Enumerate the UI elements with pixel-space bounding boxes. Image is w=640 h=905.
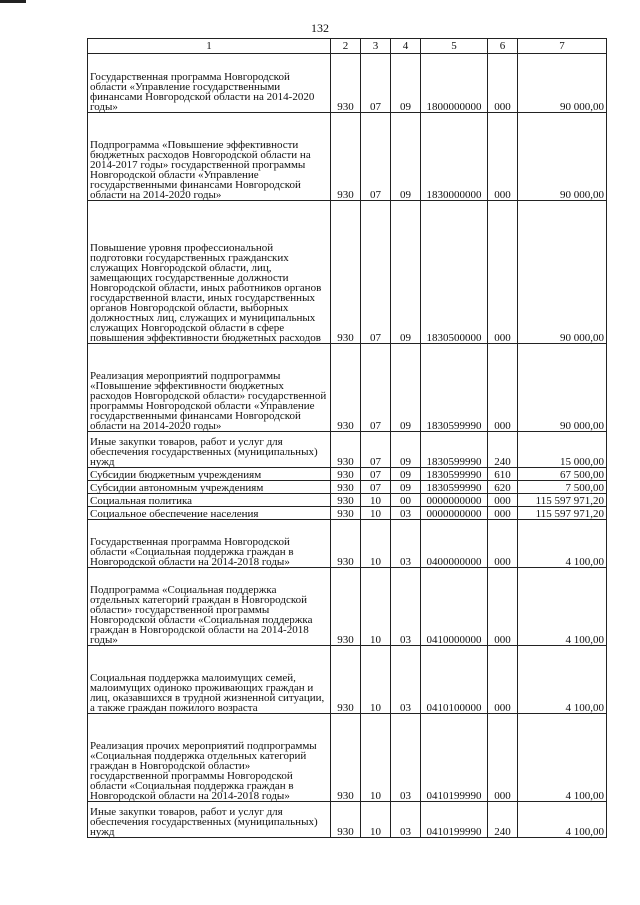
- row-subsection-code: 00: [391, 494, 421, 507]
- row-subsection-code: 09: [391, 113, 421, 201]
- row-target-code: 1830500000: [421, 201, 488, 344]
- header-col-5: 5: [421, 39, 488, 54]
- budget-table: [87, 38, 607, 838]
- row-ministry-code: 930: [331, 468, 361, 481]
- row-section-code: 10: [361, 568, 391, 646]
- header-col-1: 1: [88, 39, 331, 54]
- row-section-code: 10: [361, 714, 391, 802]
- row-expense-type-code: 000: [488, 54, 518, 113]
- row-amount: 90 000,00: [518, 201, 607, 344]
- row-section-code: 07: [361, 481, 391, 494]
- row-section-code: 07: [361, 113, 391, 201]
- row-ministry-code: 930: [331, 494, 361, 507]
- row-target-code: 0410000000: [421, 568, 488, 646]
- row-subsection-code: 03: [391, 802, 421, 838]
- row-target-code: 1830599990: [421, 481, 488, 494]
- header-row: [88, 39, 607, 54]
- row-amount: 7 500,00: [518, 481, 607, 494]
- row-amount: 90 000,00: [518, 344, 607, 432]
- table-row: [88, 520, 607, 568]
- row-amount: 4 100,00: [518, 646, 607, 714]
- row-subsection-code: 03: [391, 568, 421, 646]
- row-ministry-code: 930: [331, 646, 361, 714]
- row-amount: 4 100,00: [518, 802, 607, 838]
- table-row: [88, 344, 607, 432]
- row-ministry-code: 930: [331, 201, 361, 344]
- table-row: [88, 507, 607, 520]
- page-number: 132: [311, 21, 329, 35]
- row-section-code: 07: [361, 432, 391, 468]
- row-section-code: 07: [361, 54, 391, 113]
- row-target-code: 1830000000: [421, 113, 488, 201]
- table-row: [88, 714, 607, 802]
- row-ministry-code: 930: [331, 432, 361, 468]
- row-expense-type-code: 610: [488, 468, 518, 481]
- row-target-code: 0000000000: [421, 494, 488, 507]
- table-row: [88, 54, 607, 113]
- row-expense-type-code: 000: [488, 494, 518, 507]
- row-target-code: 0410199990: [421, 714, 488, 802]
- row-subsection-code: 09: [391, 54, 421, 113]
- row-ministry-code: 930: [331, 344, 361, 432]
- row-ministry-code: 930: [331, 54, 361, 113]
- row-section-code: 10: [361, 802, 391, 838]
- row-section-code: 07: [361, 201, 391, 344]
- row-ministry-code: 930: [331, 714, 361, 802]
- row-name: Государственная программа Новгородской области «Социальная поддержка граждан в Новгородской области на 2014-2018 годы»: [88, 520, 331, 568]
- row-name: Субсидии бюджетным учреждениям: [88, 468, 331, 481]
- row-name: Социальное обеспечение населения: [88, 507, 331, 520]
- row-subsection-code: 09: [391, 344, 421, 432]
- row-expense-type-code: 000: [488, 568, 518, 646]
- row-subsection-code: 03: [391, 520, 421, 568]
- table-row: [88, 468, 607, 481]
- row-target-code: 0410199990: [421, 802, 488, 838]
- row-subsection-code: 03: [391, 646, 421, 714]
- row-name: Реализация мероприятий подпрограммы «Повышение эффективности бюджетных расходов Новгородской области» государственной программы Новгородской области «Управление государственными финансами Новгородской области на 2014-2020 годы»: [88, 344, 331, 432]
- row-target-code: 1800000000: [421, 54, 488, 113]
- table-row: [88, 432, 607, 468]
- row-subsection-code: 03: [391, 507, 421, 520]
- row-amount: 90 000,00: [518, 54, 607, 113]
- row-expense-type-code: 000: [488, 646, 518, 714]
- row-name: Иные закупки товаров, работ и услуг для обеспечения государственных (муниципальных) нужд: [88, 432, 331, 468]
- row-expense-type-code: 000: [488, 520, 518, 568]
- row-name: Подпрограмма «Социальная поддержка отдельных категорий граждан в Новгородской области» государственной программы Новгородской области «Социальная поддержка граждан в Новгородской области на 2014-2018 годы»: [88, 568, 331, 646]
- table-row: [88, 646, 607, 714]
- row-amount: 4 100,00: [518, 568, 607, 646]
- row-expense-type-code: 620: [488, 481, 518, 494]
- row-amount: 115 597 971,20: [518, 494, 607, 507]
- row-name: Подпрограмма «Повышение эффективности бюджетных расходов Новгородской области на 2014-2017 годы» государственной программы Новгородской области «Управление государственными финансами Новгородской области на 2014-2020 годы»: [88, 113, 331, 201]
- row-ministry-code: 930: [331, 507, 361, 520]
- row-name: Социальная поддержка малоимущих семей, малоимущих одиноко проживающих граждан и лиц, оказавшихся в трудной жизненной ситуации, а также граждан пожилого возраста: [88, 646, 331, 714]
- row-amount: 4 100,00: [518, 520, 607, 568]
- row-name: Государственная программа Новгородской области «Управление государственными финансами Новгородской области на 2014-2020 годы»: [88, 54, 331, 113]
- row-amount: 15 000,00: [518, 432, 607, 468]
- header-col-7: 7: [518, 39, 607, 54]
- row-name: Реализация прочих мероприятий подпрограммы «Социальная поддержка отдельных категорий граждан в Новгородской области» государственной программы Новгородской области «Социальная поддержка граждан в Новгородской области на 2014-2018 годы»: [88, 714, 331, 802]
- row-name: Социальная политика: [88, 494, 331, 507]
- row-subsection-code: 09: [391, 468, 421, 481]
- row-expense-type-code: 000: [488, 113, 518, 201]
- header-col-2: 2: [331, 39, 361, 54]
- row-target-code: 0410100000: [421, 646, 488, 714]
- table-row: [88, 113, 607, 201]
- row-subsection-code: 03: [391, 714, 421, 802]
- row-expense-type-code: 000: [488, 344, 518, 432]
- row-amount: 90 000,00: [518, 113, 607, 201]
- header-col-6: 6: [488, 39, 518, 54]
- table-row: [88, 568, 607, 646]
- header-col-3: 3: [361, 39, 391, 54]
- table-row: [88, 494, 607, 507]
- table-row: [88, 201, 607, 344]
- row-subsection-code: 09: [391, 432, 421, 468]
- header-col-4: 4: [391, 39, 421, 54]
- row-subsection-code: 09: [391, 201, 421, 344]
- row-section-code: 07: [361, 468, 391, 481]
- row-ministry-code: 930: [331, 568, 361, 646]
- row-expense-type-code: 240: [488, 432, 518, 468]
- row-target-code: 1830599990: [421, 468, 488, 481]
- row-ministry-code: 930: [331, 481, 361, 494]
- row-target-code: 1830599990: [421, 344, 488, 432]
- row-section-code: 10: [361, 520, 391, 568]
- row-section-code: 10: [361, 646, 391, 714]
- row-section-code: 10: [361, 507, 391, 520]
- table-row: [88, 802, 607, 838]
- row-amount: 4 100,00: [518, 714, 607, 802]
- row-section-code: 10: [361, 494, 391, 507]
- row-name: Субсидии автономным учреждениям: [88, 481, 331, 494]
- row-target-code: 1830599990: [421, 432, 488, 468]
- row-name: Иные закупки товаров, работ и услуг для обеспечения государственных (муниципальных) нужд: [88, 802, 331, 838]
- row-expense-type-code: 000: [488, 507, 518, 520]
- table-row: [88, 481, 607, 494]
- scan-corner-mark: [0, 0, 26, 3]
- row-amount: 67 500,00: [518, 468, 607, 481]
- row-expense-type-code: 000: [488, 201, 518, 344]
- row-expense-type-code: 240: [488, 802, 518, 838]
- row-ministry-code: 930: [331, 113, 361, 201]
- row-name: Повышение уровня профессиональной подготовки государственных гражданских служащих Новгородской области, лиц, замещающих государственные должности Новгородской области, иных работников органов государственной власти, иных государственных органов Новгородской области, выборных должностных лиц, служащих и муниципальных служащих Новгородской области в сфере повышения эффективности бюджетных расходов: [88, 201, 331, 344]
- row-ministry-code: 930: [331, 802, 361, 838]
- row-amount: 115 597 971,20: [518, 507, 607, 520]
- row-section-code: 07: [361, 344, 391, 432]
- row-expense-type-code: 000: [488, 714, 518, 802]
- row-ministry-code: 930: [331, 520, 361, 568]
- row-target-code: 0400000000: [421, 520, 488, 568]
- row-subsection-code: 09: [391, 481, 421, 494]
- row-target-code: 0000000000: [421, 507, 488, 520]
